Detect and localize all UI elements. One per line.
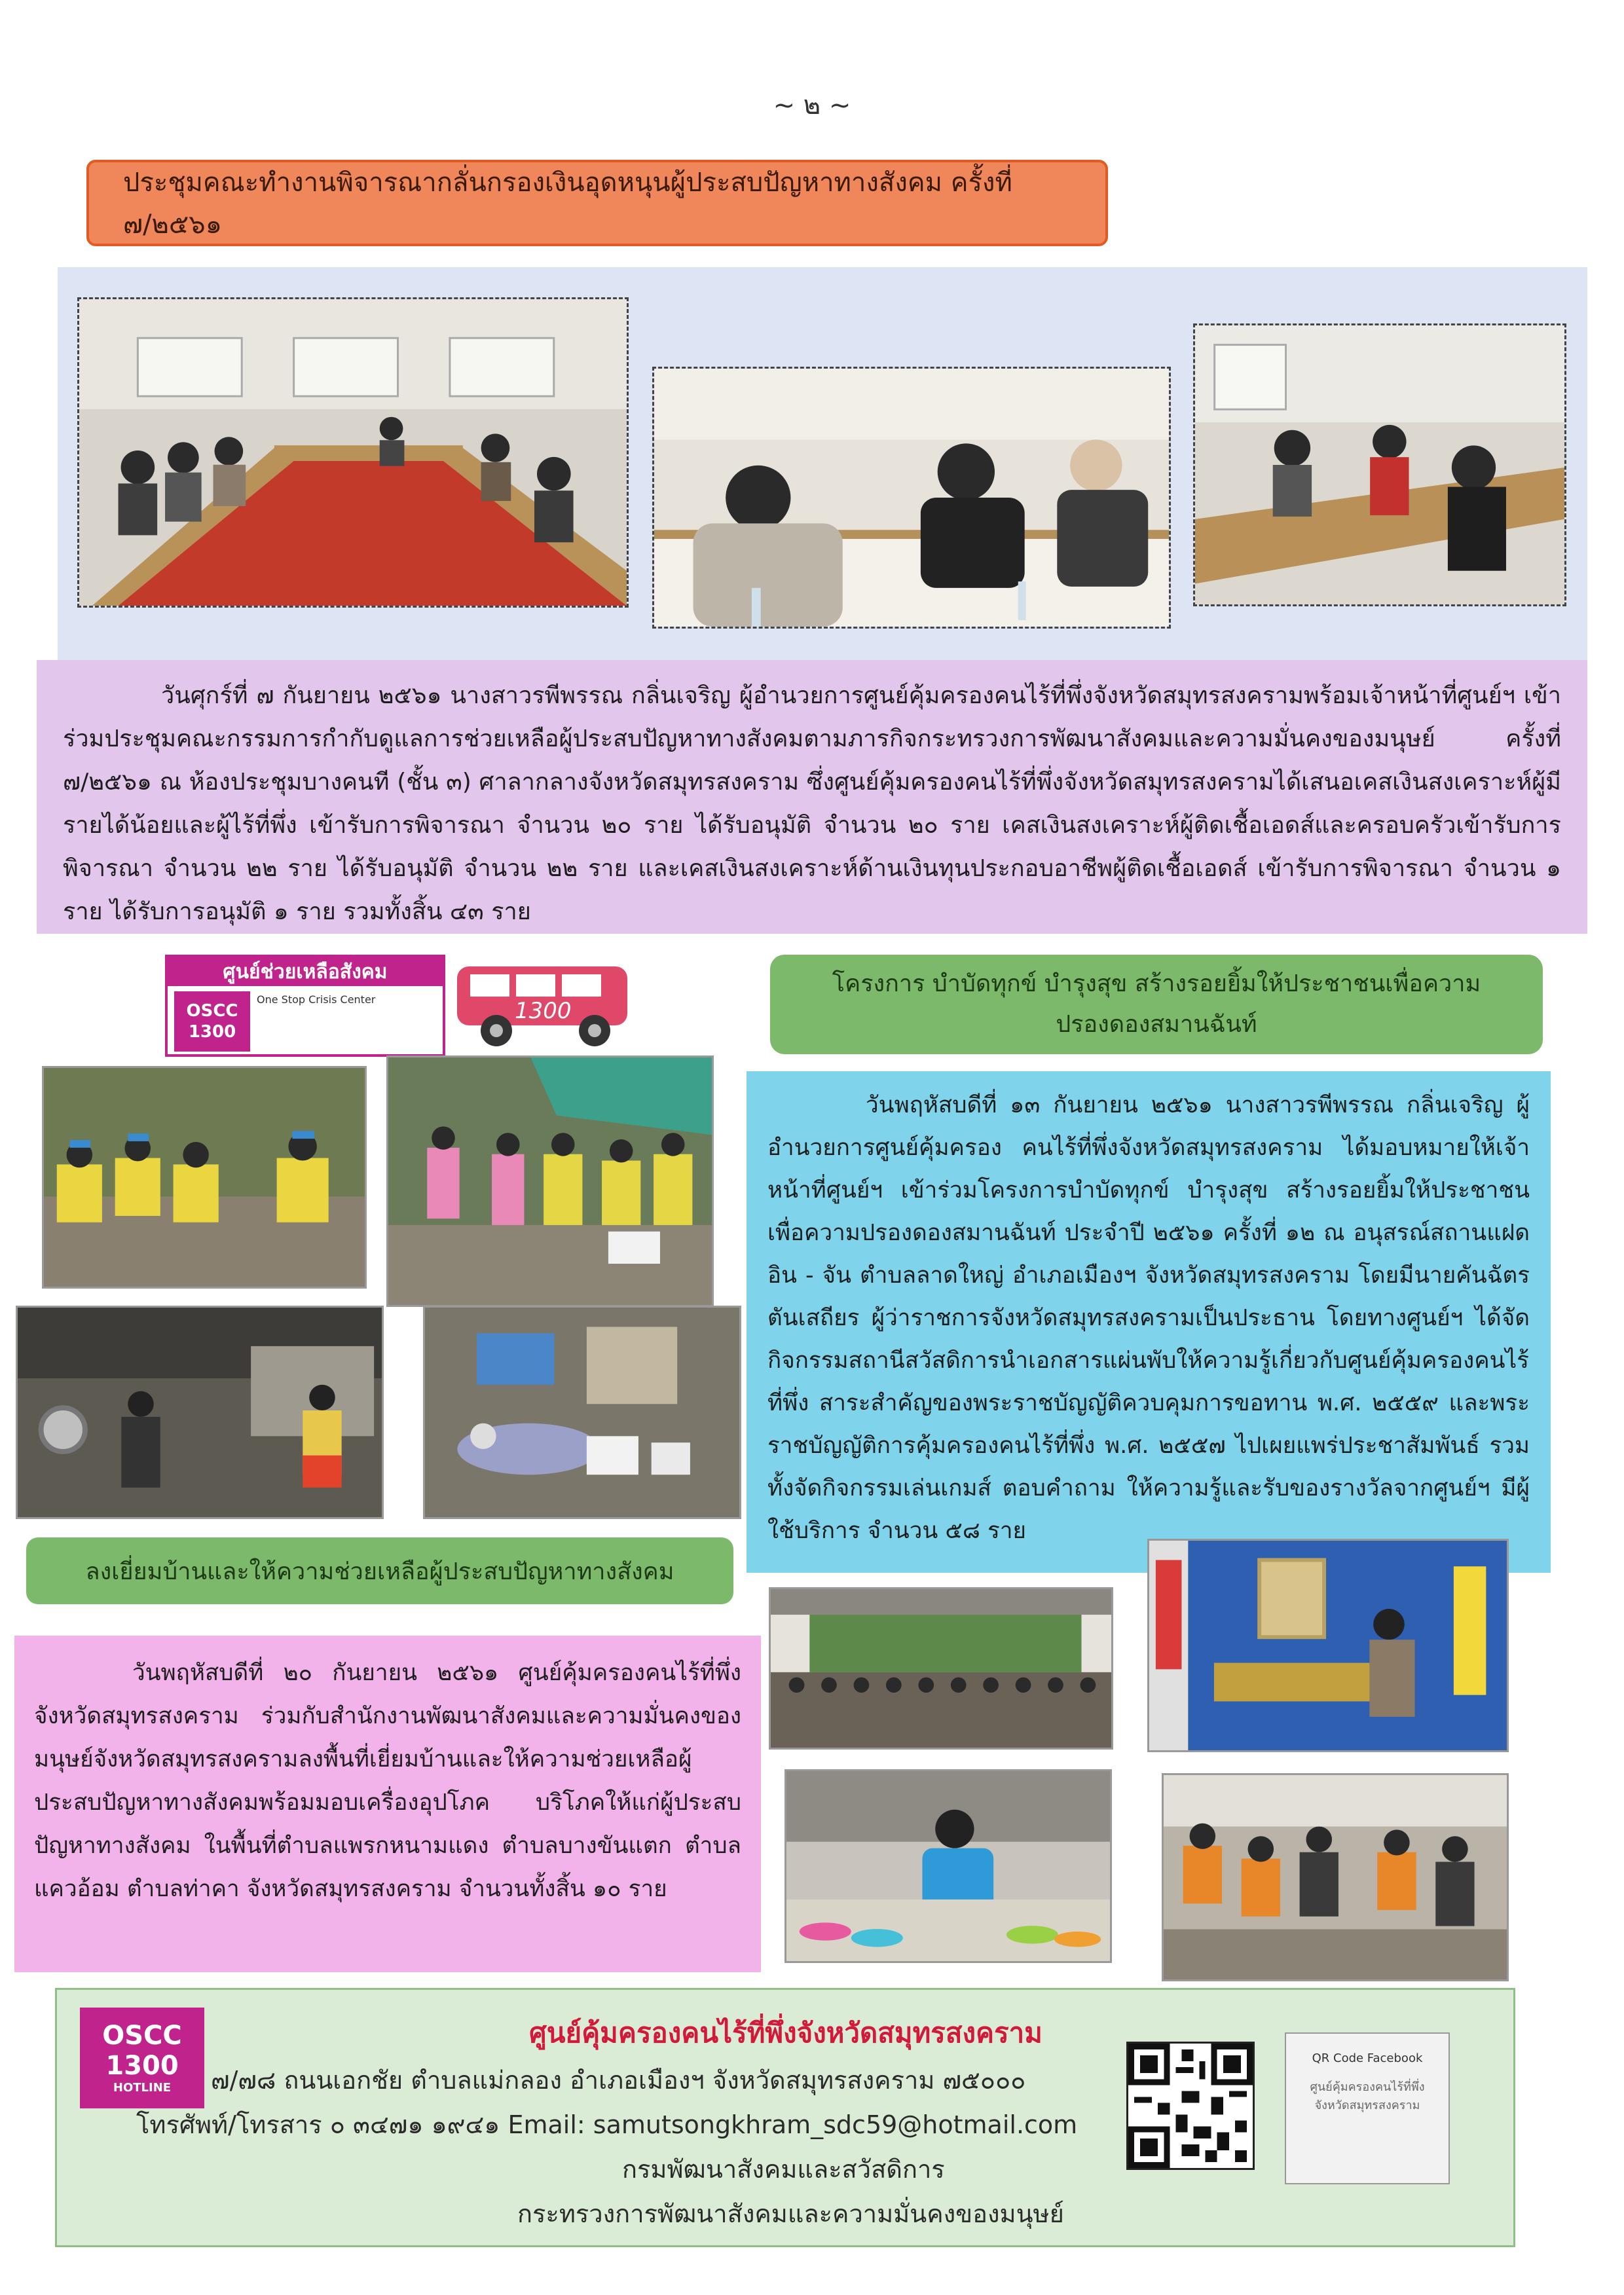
footer-title: ศูนย์คุ้มครองคนไร้ที่พึ่งจังหวัดสมุทรสงคราม — [529, 2017, 1043, 2049]
qr-facebook-sub: ศูนย์คุ้มครองคนไร้ที่พึ่งจังหวัดสมุทรสงคราม — [1310, 2080, 1425, 2112]
section2-body-box — [747, 1071, 1551, 1573]
section1-body-box — [37, 660, 1587, 934]
section2-body: วันพฤหัสบดีที่ ๑๓ กันยายน ๒๕๖๑ นางสาวรพีพรรณ กลิ่นเจริญ ผู้อำนวยการศูนย์คุ้มครอง คนไร้ที่พึ่งจังหวัดสมุทรสงคราม ได้มอบหมายให้เจ้าหน้าที่ศูนย์ฯ เข้าร่วมโครงการบำบัดทุกข์ บำรุงสุข สร้างรอยยิ้มให้ประชาชนเพื่อความปรองดองสมานฉันท์ ประจำปี ๒๕๖๑ ครั้งที่ ๑๒ ณ อนุสรณ์สถานแฝดอิน - จัน ตำบลลาดใหญ่ อำเภอเมืองฯ จังหวัดสมุทรสงคราม โดยมีนายคันฉัตร ตันเสถียร ผู้ว่าราชการจังหวัดสมุทรสงครามเป็นประธาน โดยทางศูนย์ฯ ได้จัดกิจกรรมสถานีสวัสดิการนำเอกสารแผ่นพับให้ความรู้เกี่ยวกับศูนย์คุ้มครองคนไร้ที่พึ่ง สาระสำคัญของพระราชบัญญัติควบคุมการขอทาน พ.ศ. ๒๕๕๙ และพระราชบัญญัติการคุ้มครองคนไร้ที่พึ่ง พ.ศ. ๒๕๕๗ ไปเผยแพร่ประชาสัมพันธ์ รวมทั้งจัดกิจกรรมเล่นเกมส์ ตอบคำถาม ให้ความรู้และรับของรางวัลจากศูนย์ฯ มีผู้ใช้บริการ จำนวน ๕๘ ราย — [767, 1092, 1530, 1544]
footer-oscc-text: OSCC — [102, 2021, 182, 2051]
van-icon — [437, 952, 647, 1050]
footer-oscc-hotline: HOTLINE — [113, 2081, 172, 2095]
section3-body-box — [14, 1636, 761, 1972]
footer-oscc-number: 1300 — [105, 2051, 179, 2081]
event-photo-crowd — [769, 1587, 1113, 1750]
event-photo-stage — [1147, 1539, 1509, 1752]
event-photo-booth — [784, 1769, 1112, 1963]
home-visit-photo-1 — [42, 1066, 367, 1289]
footer-oscc-logo — [80, 2008, 204, 2108]
section1-body: วันศุกร์ที่ ๗ กันยายน ๒๕๖๑ นางสาวรพีพรรณ กลิ่นเจริญ ผู้อำนวยการศูนย์คุ้มครองคนไร้ที่พึ่งจังหวัดสมุทรสงครามพร้อมเจ้าหน้าที่ศูนย์ฯ เข้าร่วมประชุมคณะกรรมการกำกับดูแลการช่วยเหลือผู้ประสบปัญหาทางสังคมตามภารกิจกระทรวงการพัฒนาสังคมและความมั่นคงของมนุษย์ ครั้งที่ ๗/๒๕๖๑ ณ ห้องประชุมบางคนที (ชั้น ๓) ศาลากลางจังหวัดสมุทรสงคราม ซึ่งศูนย์คุ้มครองคนไร้ที่พึ่งจังหวัดสมุทรสงครามได้เสนอเคสเงินสงเคราะห์ผู้มีรายได้น้อยและผู้ไร้ที่พึ่ง เข้ารับการพิจารณา จำนวน ๒๐ ราย ได้รับอนุมัติ จำนวน ๒๐ ราย เคสเงินสงเคราะห์ผู้ติดเชื้อเอดส์และครอบครัวเข้ารับการพิจารณา จำนวน ๒๒ ราย ได้รับอนุมัติ จำนวน ๒๒ ราย และเคสเงินสงเคราะห์ด้านเงินทุนประกอบอาชีพผู้ติดเชื้อเอดส์ เข้ารับการพิจารณา จำนวน ๑ ราย ได้รับการอนุมัติ ๑ ราย รวมทั้งสิ้น ๔๓ ราย — [63, 682, 1561, 925]
section3-title-banner — [26, 1537, 733, 1604]
home-visit-photo-3 — [16, 1306, 384, 1519]
oscc-badge-text: OSCC — [186, 1001, 238, 1021]
footer-contact: โทรศัพท์/โทรสาร ๐ ๓๔๗๑ ๑๙๔๑ Email: samutsongkhram_sdc59@hotmail.com — [136, 2110, 1078, 2139]
home-visit-photo-4 — [423, 1306, 741, 1519]
section2-title-banner — [770, 955, 1543, 1054]
home-visit-photo-2 — [386, 1056, 714, 1307]
meeting-photo-3 — [1193, 323, 1566, 606]
meeting-photo-1 — [77, 297, 629, 608]
footer-department: กรมพัฒนาสังคมและสวัสดิการ — [622, 2155, 945, 2184]
section2-title-line2: ปรองดองสมานฉันท์ — [1056, 1011, 1257, 1038]
oscc-logo-subtitle: One Stop Crisis Center — [257, 993, 376, 1006]
section1-title: ประชุมคณะทำงานพิจารณากลั่นกรองเงินอุดหนุนผู้ประสบปัญหาทางสังคม ครั้งที่ ๗/๒๕๖๑ — [123, 168, 1012, 240]
section2-title-line1: โครงการ บำบัดทุกข์ บำรุงสุข สร้างรอยยิ้มให้ประชาชนเพื่อความ — [832, 970, 1481, 997]
page-number: ~ ๒ ~ — [773, 90, 851, 120]
meeting-photo-2 — [652, 367, 1171, 629]
oscc-logo-title: ศูนย์ช่วยเหลือสังคม — [168, 957, 443, 986]
qr-code-icon[interactable] — [1126, 2042, 1255, 2170]
oscc-badge — [174, 991, 250, 1052]
van-number: 1300 — [515, 998, 572, 1024]
section1-title-banner — [86, 160, 1108, 246]
event-photo-audience — [1162, 1773, 1509, 1981]
oscc-logo — [165, 955, 445, 1057]
section3-body: วันพฤหัสบดีที่ ๒๐ กันยายน ๒๕๖๑ ศูนย์คุ้มครองคนไร้ที่พึ่งจังหวัดสมุทรสงคราม ร่วมกับสำนักงานพัฒนาสังคมและความมั่นคงของมนุษย์จังหวัดสมุทรสงครามลงพื้นที่เยี่ยมบ้านและให้ความช่วยเหลือผู้ประสบปัญหาทางสังคมพร้อมมอบเครื่องอุปโภค บริโภคให้แก่ผู้ประสบปัญหาทางสังคม ในพื้นที่ตำบลแพรกหนามแดง ตำบลบางขันแตก ตำบลแควอ้อม ตำบลท่าคา จังหวัดสมุทรสงคราม จำนวนทั้งสิ้น ๑๐ ราย — [34, 1660, 741, 1902]
qr-facebook-label: QR Code Facebook — [1312, 2051, 1423, 2065]
footer-address: ๗/๗๘ ถนนเอกชัย ตำบลแม่กลอง อำเภอเมืองฯ จังหวัดสมุทรสงคราม ๗๕๐๐๐ — [211, 2066, 1026, 2095]
qr-facebook-label-box — [1285, 2032, 1450, 2184]
section3-title: ลงเยี่ยมบ้านและให้ความช่วยเหลือผู้ประสบปัญหาทางสังคม — [85, 1558, 674, 1585]
footer-ministry: กระทรวงการพัฒนาสังคมและความมั่นคงของมนุษย์ — [517, 2199, 1064, 2228]
oscc-badge-number: 1300 — [188, 1022, 236, 1042]
